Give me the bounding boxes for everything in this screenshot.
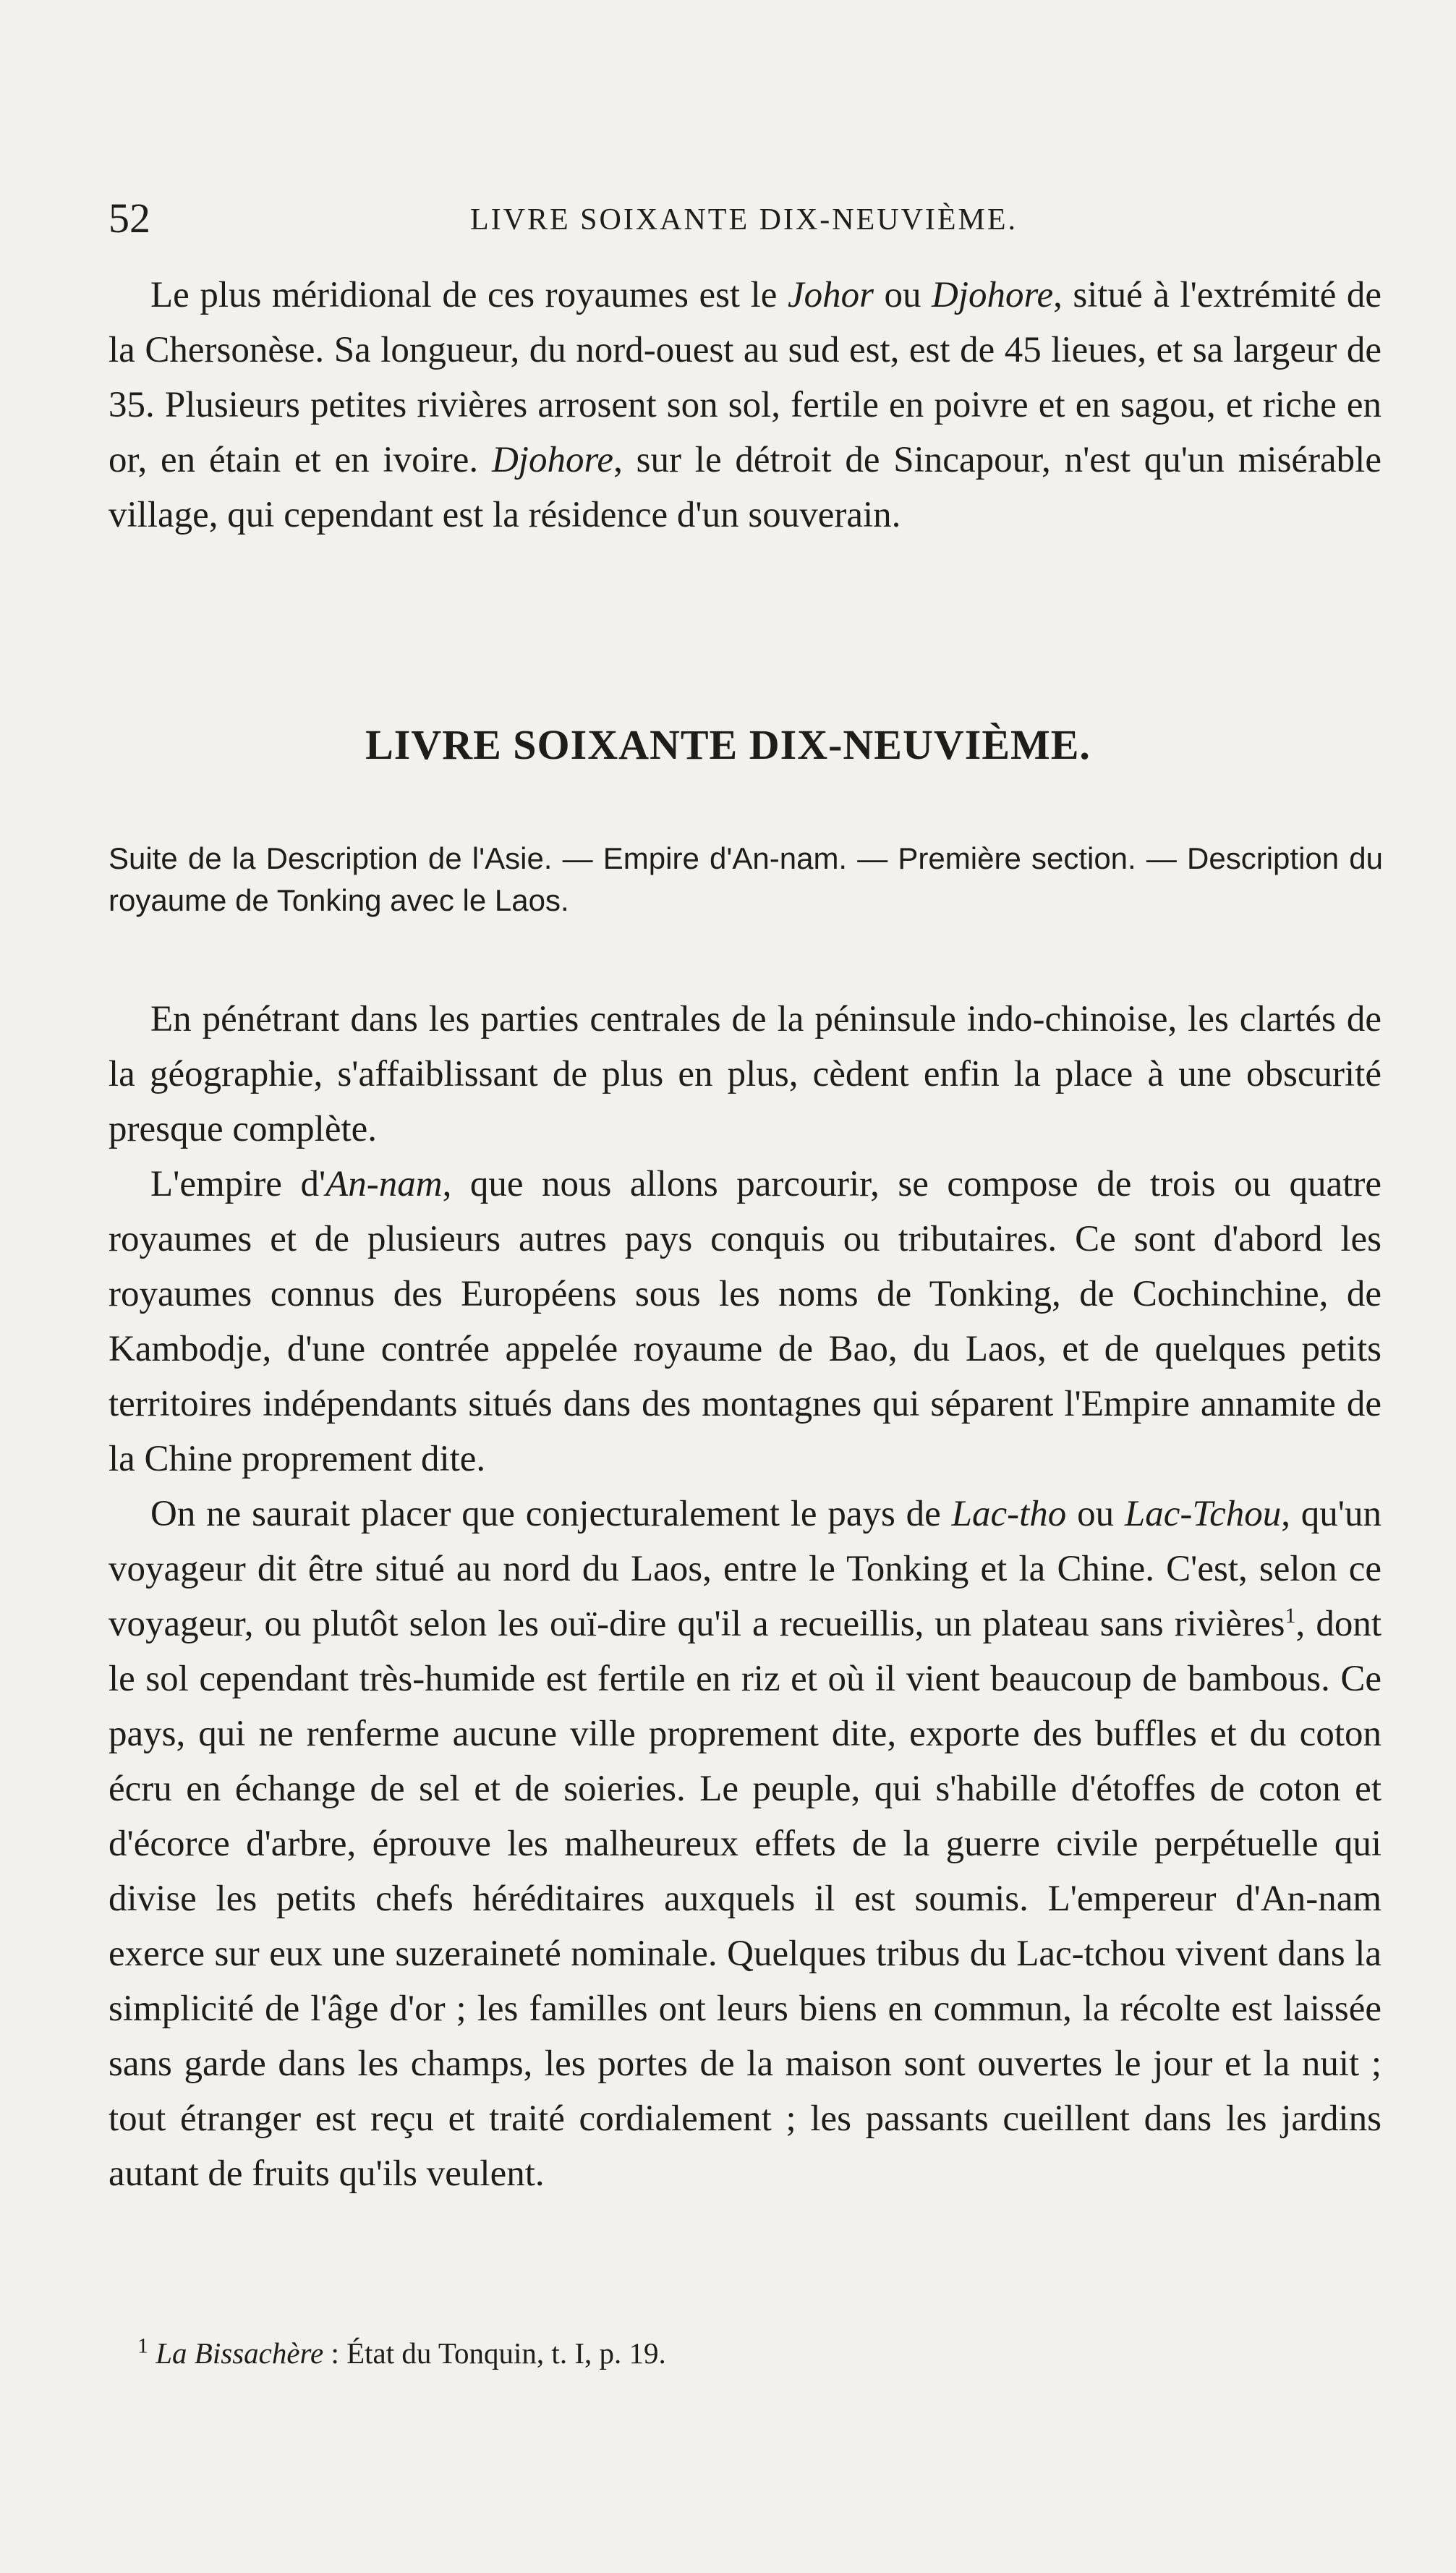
paragraph-1: En pénétrant dans les parties centrales de la péninsule indo-chinoise, les clartés de la géographie, s'affaiblissant de plus en plus, cèdent enfin la place à une obscurité presque complète. xyxy=(108,999,1382,1149)
annam-term: An-nam xyxy=(325,1164,443,1204)
intro-text xyxy=(108,268,1382,543)
running-head xyxy=(108,194,1396,244)
p3-text-d: , dont le sol cependant très-humide est fertile en riz et où il vient beaucoup de bambous. Ce pays, qui ne renferme aucune ville proprement dite, exporte des buffles et du coton écru en échange de sel et de soieries. Le peuple, qui s'habille d'étoffes de coton et d'écorce d'arbre, éprouve les malheureux effets de la guerre civile perpétuelle qui divise les petits chefs héréditaires auxquels il est soumis. L'empereur d'An-nam exerce sur eux une suzeraineté nominale. Quelques tribus du Lac-tchou vivent dans la simplicité de l'âge d'or ; les familles ont leurs biens en commun, la récolte est laissée sans garde dans les champs, les portes de la maison sont ouvertes le jour et la nuit ; tout étranger est reçu et traité cordialement ; les passants cueillent dans les jardins autant de fruits qu'ils veulent. xyxy=(108,1604,1382,2194)
djohore-term-2: Djohore xyxy=(491,440,614,480)
footnote-marker: 1 xyxy=(137,2334,148,2358)
p3-text-b: ou xyxy=(1066,1494,1125,1534)
intro-text-3: , situé à l'extrémité de la Chersonèse. Sa longueur, du nord-ouest au sud est, est de 45 lieues, et sa largeur de 35. Plusieurs petites rivières arrosent son sol, fertile en poivre et en sagou, et riche en or, en étain et en ivoire. xyxy=(108,275,1382,480)
lactchou-term: Lac-Tchou xyxy=(1124,1494,1282,1534)
djohore-term: Djohore xyxy=(932,275,1054,315)
chapter-title: LIVRE SOIXANTE DIX-NEUVIÈME. xyxy=(365,721,1091,768)
intro-text-2: ou xyxy=(873,275,932,315)
page-number: 52 xyxy=(108,195,150,242)
p2-text-b: , que nous allons parcourir, se compose de trois ou quatre royaumes et de plusieurs autres pays conquis ou tributaires. Ce sont d'abord les royaumes connus des Européens sous les noms de Tonking, de Cochinchine, de Kambodje, d'une contrée appelée royaume de Bao, du Laos, et de quelques petits territoires indépendants situés dans des montagnes qui séparent l'Empire annamite de la Chine proprement dite. xyxy=(108,1164,1382,1479)
intro-text-4: , sur le détroit de Sincapour, n'est qu'un misérable village, qui cependant est la résidence d'un souverain. xyxy=(108,440,1382,535)
footnote-reference[interactable]: 1 xyxy=(1285,1604,1296,1628)
footnote xyxy=(137,2333,1367,2373)
johor-term: Johor xyxy=(787,275,874,315)
footnote-text: : État du Tonquin, t. I, p. 19. xyxy=(323,2336,666,2370)
paragraph-3 xyxy=(108,1487,1382,2201)
intro-paragraph xyxy=(108,268,1382,543)
lactho-term: Lac-tho xyxy=(951,1494,1067,1534)
intro-text-1: Le plus méridional de ces royaumes est le xyxy=(150,275,788,315)
main-text xyxy=(108,992,1382,2201)
p2-text-a: L'empire d' xyxy=(150,1164,326,1204)
chapter-summary: Suite de la Description de l'Asie. — Empire d'An-nam. — Première section. — Description du royaume de Tonking avec le Laos. xyxy=(108,841,1383,917)
paragraph-2 xyxy=(108,1157,1382,1487)
running-title: LIVRE SOIXANTE DIX-NEUVIÈME. xyxy=(470,203,1018,237)
p3-text-c: , qu'un voyageur dit être situé au nord du Laos, entre le Tonking et la Chine. C'est, selon ce voyageur, ou plutôt selon les ouï-dire qu'il a recueillis, un plateau sans rivières xyxy=(108,1494,1382,1644)
footnote-author: La Bissachère xyxy=(156,2336,324,2370)
p3-text-a: On ne saurait placer que conjecturalement le pays de xyxy=(150,1494,952,1534)
